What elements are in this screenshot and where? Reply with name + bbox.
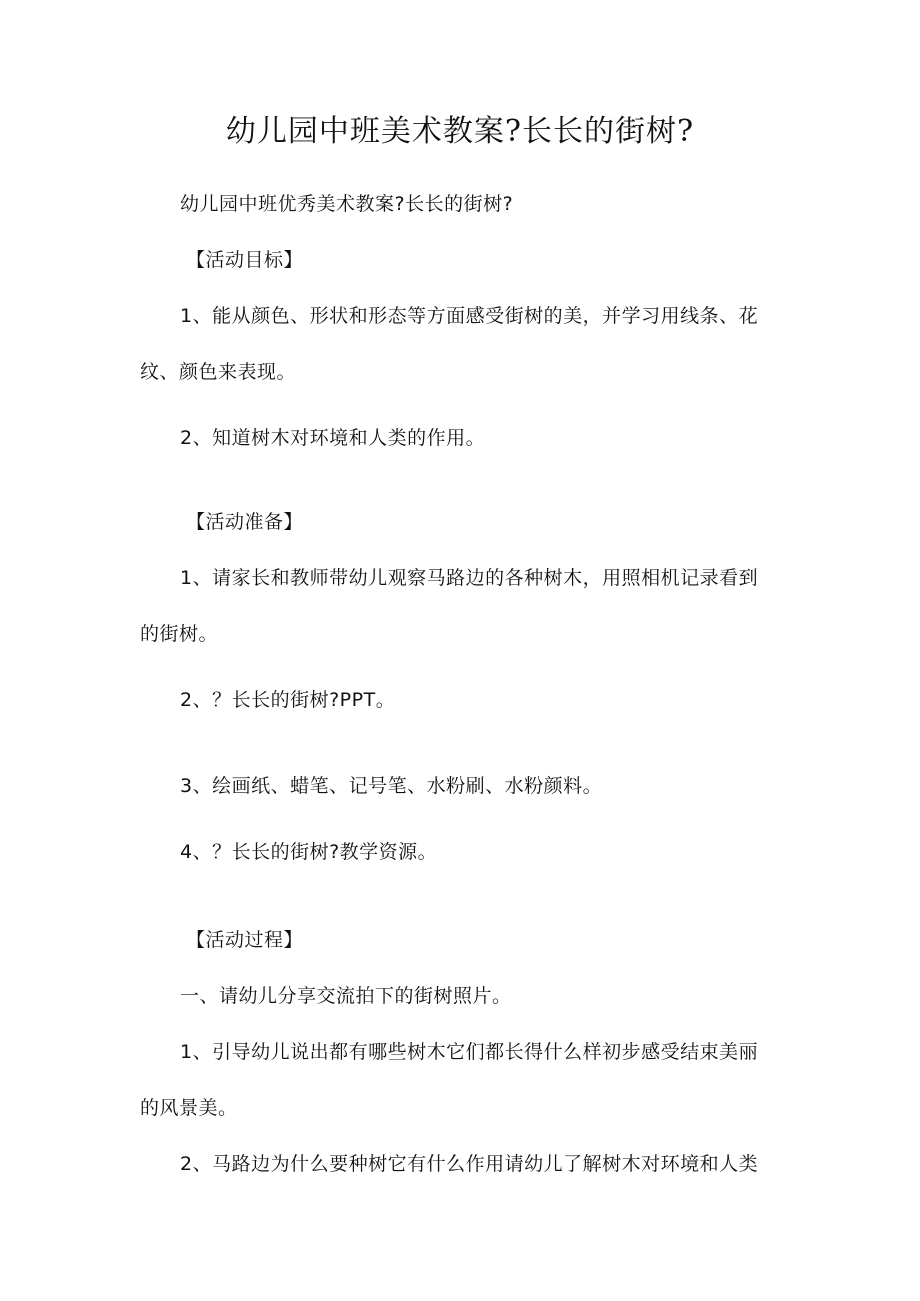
paragraph-line: 1、能从颜色、形状和形态等方面感受街树的美，并学习用线条、花 [180, 305, 759, 327]
paragraph-line: 一、请幼儿分享交流拍下的街树照片。 [180, 985, 512, 1007]
section-heading-goals: 【活动目标】 [186, 249, 304, 271]
paragraph-line: 2、马路边为什么要种树它有什么作用请幼儿了解树木对环境和人类 [180, 1153, 759, 1175]
paragraph-line: 纹、颜色来表现。 [140, 361, 297, 383]
section-heading-preparation: 【活动准备】 [186, 511, 304, 533]
paragraph-line: 2、知道树木对环境和人类的作用。 [180, 427, 486, 449]
paragraph-line: 的风景美。 [140, 1097, 238, 1119]
section-heading-process: 【活动过程】 [186, 929, 304, 951]
paragraph-line: 3、绘画纸、蜡笔、记号笔、水粉刷、水粉颜料。 [180, 775, 603, 797]
subtitle-line: 幼儿园中班优秀美术教案?长长的街树? [180, 193, 514, 215]
paragraph-line: 的街树。 [140, 623, 219, 645]
document-title: 幼儿园中班美术教案?长长的街树? [225, 114, 695, 149]
paragraph-line: 4、？长长的街树?教学资源。 [180, 841, 438, 863]
paragraph-line: 1、请家长和教师带幼儿观察马路边的各种树木，用照相机记录看到 [180, 567, 759, 589]
paragraph-line: 2、？长长的街树?PPT。 [180, 689, 396, 711]
paragraph-line: 1、引导幼儿说出都有哪些树木它们都长得什么样初步感受结束美丽 [180, 1041, 759, 1063]
